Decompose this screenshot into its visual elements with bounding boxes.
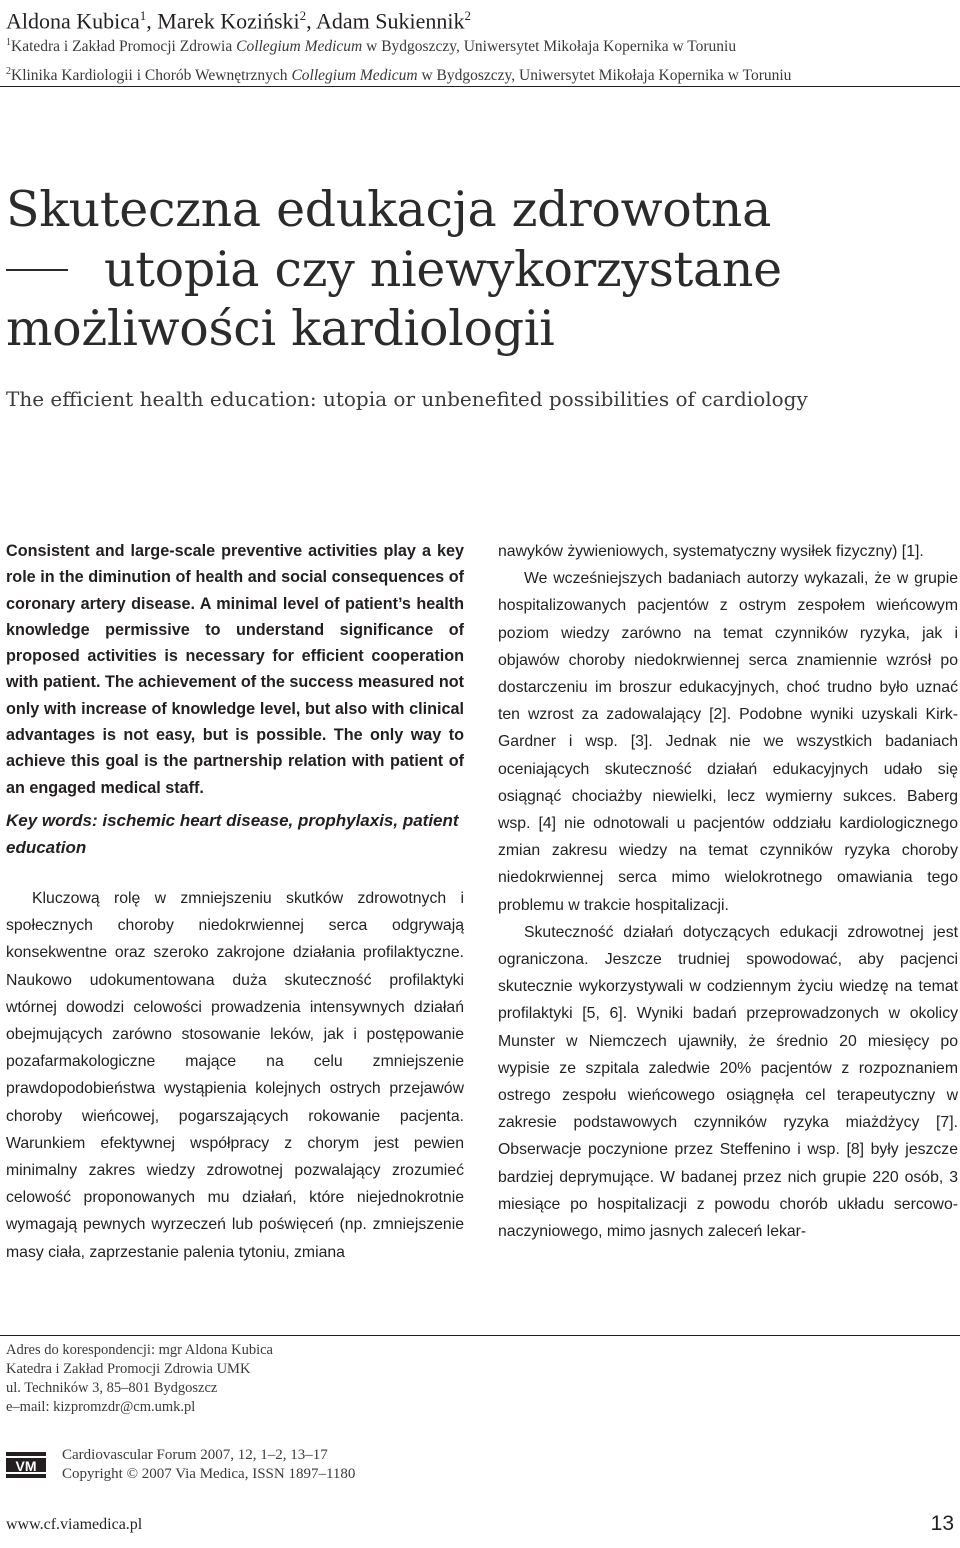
correspondence-divider bbox=[0, 1335, 960, 1336]
article-title-line: Skuteczna edukacja zdrowotna bbox=[6, 181, 771, 238]
author-name: Aldona Kubica bbox=[6, 8, 140, 34]
affiliation-text: Klinika Kardiologii i Chorób Wewnętrznych bbox=[11, 67, 292, 85]
logo-lettering: VM bbox=[15, 1458, 37, 1474]
correspondence-line: ul. Techników 3, 85–801 Bydgoszcz bbox=[6, 1380, 218, 1396]
author-name: Adam Sukiennik bbox=[315, 8, 465, 34]
correspondence-block bbox=[6, 1341, 273, 1417]
author-affiliation-mark: 1 bbox=[139, 8, 147, 23]
affiliation bbox=[6, 33, 736, 57]
affiliation-mark: 1 bbox=[6, 37, 11, 48]
article-title-line: możliwości kardiologii bbox=[6, 300, 555, 357]
page-number: 13 bbox=[930, 1512, 954, 1535]
affiliation-mark: 2 bbox=[6, 66, 11, 77]
body-paragraph: nawyków żywieniowych, systematyczny wysiłek fizyczny) [1]. bbox=[498, 543, 924, 560]
correspondence-email[interactable]: e–mail: kizpromzdr@cm.umk.pl bbox=[6, 1399, 196, 1415]
affiliation-text: w Bydgoszczy, Uniwersytet Mikołaja Kopernika w Toruniu bbox=[417, 67, 792, 85]
article-subtitle: The efficient health education: utopia or unbenefited possibilities of cardiology bbox=[6, 387, 808, 411]
affiliation-text: Katedra i Zakład Promocji Zdrowia bbox=[11, 38, 237, 56]
affiliation-text: w Bydgoszczy, Uniwersytet Mikołaja Kopernika w Toruniu bbox=[362, 38, 737, 56]
body-paragraph: Kluczową rolę w zmniejszeniu skutków zdrowotnych i społecznych choroby niedokrwiennej serca odgrywają konsekwentne oraz szeroko zakrojone działania profilaktyczne. Naukowo udokumentowana duża skuteczność profilaktyki wtórnej dowodzi celowości prowadzenia intensywnych działań obejmujących zarówno stosowanie leków, jak i postępowanie pozafarmakologiczne mające na celu zmniejszenie prawdopodobieństwa wystąpienia kolejnych ostrych przejawów choroby wieńcowej, pogarszających rokowanie pacjenta. Warunkiem efektywnej współpracy z chorym jest pewien minimalny zakres wiedzy zdrowotnej pozwalający zrozumieć celowość proponowanych mu działań, które niejednokrotnie wymagają pewnych wyrzeczeń lub poświęceń (np. zmniejszenie masy ciała, zaprzestanie palenia tytoniu, zmiana bbox=[6, 889, 464, 1261]
author-name: Marek Koziński bbox=[157, 8, 300, 34]
author-list bbox=[6, 3, 471, 34]
correspondence-line: Katedra i Zakład Promocji Zdrowia UMK bbox=[6, 1361, 251, 1377]
left-column bbox=[6, 538, 464, 1266]
body-paragraph: Skuteczność działań dotyczących edukacji zdrowotnej jest ograniczona. Jeszcze trudniej spowodować, aby pacjenci skutecznie wykorzystywali w codziennym życiu wiedzę na temat profilaktyki [5, 6]. Wyniki badań przeprowadzonych w okolicy Munster w Niemczech ujawniły, że średnio 20 miesięcy po wypisie ze szpitala zaledwie 20% pacjentów z rozpoznaniem ostrego zespołu wieńcowego osiągnęła cel terapeutyczny w zakresie podstawowych czynników ryzyka miażdżycy [7]. Obserwacje poczynione przez Steffenino i wsp. [8] były jeszcze bardziej deprymujące. W badanej przez nich grupie 220 osób, 3 miesiące po hospitalizacji z powodu chorób układu sercowo-naczyniowego, mimo jasnych zaleceń lekar- bbox=[498, 923, 958, 1241]
via-medica-logo bbox=[6, 1452, 46, 1483]
title-dash bbox=[6, 269, 68, 271]
affiliation bbox=[6, 62, 791, 86]
author-affiliation-mark: 2 bbox=[464, 8, 471, 23]
publisher-info bbox=[62, 1446, 355, 1484]
right-column bbox=[498, 538, 958, 1245]
article-title-text: utopia czy niewykorzystane bbox=[104, 241, 782, 298]
correspondence-line: Adres do korespondencji: mgr Aldona Kubica bbox=[6, 1342, 273, 1358]
header-divider bbox=[0, 86, 960, 87]
author-affiliation-mark: 2 bbox=[299, 8, 307, 23]
affiliation-italic: Collegium Medicum bbox=[291, 67, 418, 85]
author-separator: , bbox=[306, 8, 316, 34]
english-abstract: Consistent and large-scale preventive activities play a key role in the diminution of health and social consequences of coronary artery disease. A minimal level of patient’s health knowledge permissive to understand significance of proposed activities is necessary for efficient cooperation with patient. The achievement of the success measured not only with increase of knowledge level, but also with clinical advantages is not easy, but is possible. The only way to achieve this goal is the partnership relation with patient of an engaged medical staff. bbox=[6, 542, 464, 797]
affiliation-italic: Collegium Medicum bbox=[236, 38, 363, 56]
journal-url[interactable]: www.cf.viamedica.pl bbox=[6, 1516, 143, 1533]
keywords: Key words: ischemic heart disease, prophylaxis, patient education bbox=[6, 810, 459, 857]
journal-citation: Cardiovascular Forum 2007, 12, 1–2, 13–17 bbox=[62, 1447, 328, 1463]
body-paragraph: We wcześniejszych badaniach autorzy wykazali, że w grupie hospitalizowanych pacjentów z ostrym zespołem wieńcowym poziom wiedzy zarówno na temat czynników ryzyka, jak i objawów choroby niedokrwiennej serca znamiennie wzrósł po dostarczeniu im broszur edukacyjnych, choć trudno było uznać ten wzrost za zadowalający [2]. Podobne wyniki uzyskali Kirk-Gardner i wsp. [3]. Jednak nie we wszystkich badaniach oceniających skuteczność działań edukacyjnych udało się osiągnąć chociażby niewielki, lecz wymierny sukces. Baberg wsp. [4] nie odnotowali u pacjentów oddziału kardiologicznego zmian zakresu wiedzy na temat czynników ryzyka choroby niedokrwiennej serca mimo wielokrotnego omawiania tego problemu w trakcie hospitalizacji. bbox=[498, 570, 958, 914]
author-separator: , bbox=[146, 8, 158, 34]
copyright-line: Copyright © 2007 Via Medica, ISSN 1897–1180 bbox=[62, 1466, 356, 1482]
article-title-line bbox=[6, 241, 782, 299]
